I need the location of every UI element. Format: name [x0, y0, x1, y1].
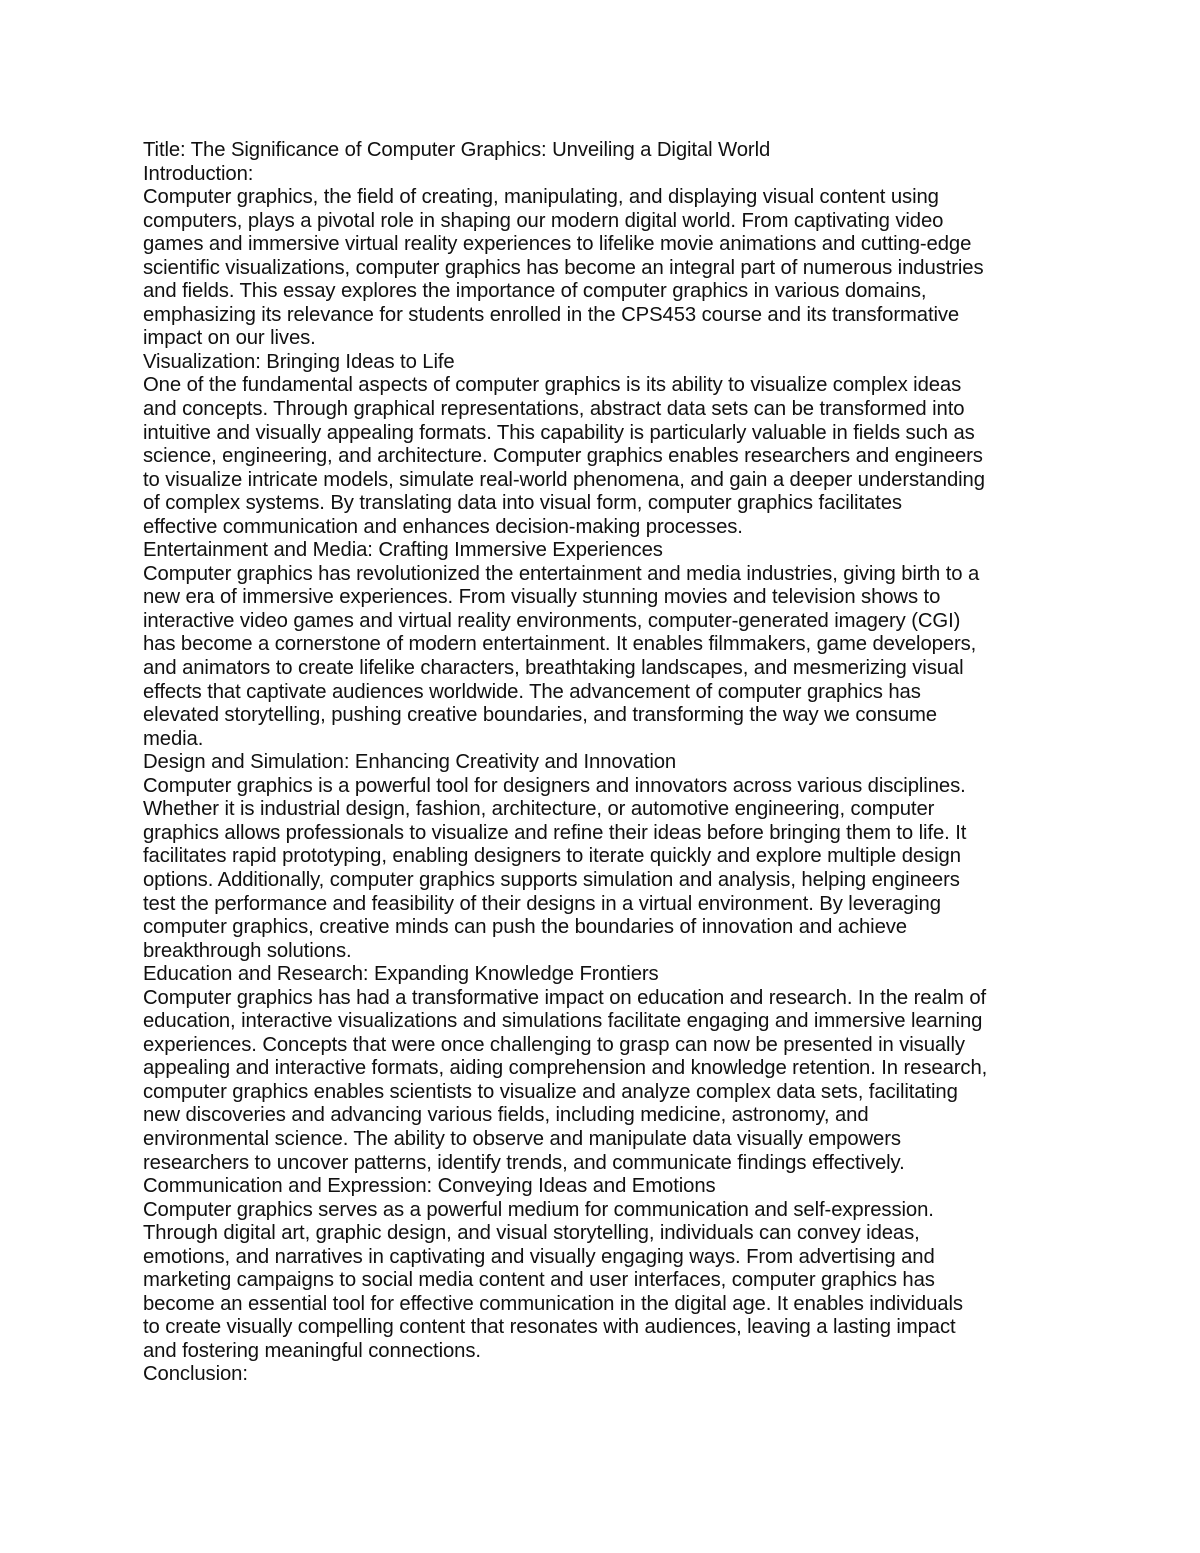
paragraph-line: Computer graphics serves as a powerful medium for communication and self-expression.	[143, 1198, 934, 1221]
section-heading: Design and Simulation: Enhancing Creativity and Innovation	[143, 751, 677, 774]
section-heading: Visualization: Bringing Ideas to Life	[143, 350, 455, 373]
section-heading: Conclusion:	[143, 1363, 248, 1386]
paragraph-line: One of the fundamental aspects of computer graphics is its ability to visualize complex ideas	[143, 374, 962, 397]
paragraph-line: new discoveries and advancing various fields, including medicine, astronomy, and	[143, 1104, 869, 1127]
paragraph-line: to visualize intricate models, simulate real-world phenomena, and gain a deeper understanding	[143, 468, 985, 491]
section-heading: Entertainment and Media: Crafting Immersive Experiences	[143, 539, 663, 562]
paragraph-line: marketing campaigns to social media content and user interfaces, computer graphics has	[143, 1269, 935, 1292]
paragraph-line: facilitates rapid prototyping, enabling designers to iterate quickly and explore multiple design	[143, 845, 961, 868]
paragraph-line: environmental science. The ability to observe and manipulate data visually empowers	[143, 1127, 901, 1150]
paragraph-line: emotions, and narratives in captivating and visually engaging ways. From advertising and	[143, 1245, 935, 1268]
paragraph-line: Computer graphics, the field of creating, manipulating, and displaying visual content using	[143, 186, 939, 209]
paragraph-line: computers, plays a pivotal role in shaping our modern digital world. From captivating video	[143, 209, 944, 232]
paragraph-line: Computer graphics is a powerful tool for designers and innovators across various disciplines.	[143, 774, 966, 797]
paragraph-line: impact on our lives.	[143, 327, 316, 350]
paragraph-line: of complex systems. By translating data into visual form, computer graphics facilitates	[143, 492, 902, 515]
paragraph-line: science, engineering, and architecture. Computer graphics enables researchers and engineers	[143, 445, 983, 468]
document-title: Title: The Significance of Computer Graphics: Unveiling a Digital World	[143, 139, 771, 161]
paragraph-line: education, interactive visualizations and simulations facilitate engaging and immersive learning	[143, 1010, 983, 1033]
paragraph-line: experiences. Concepts that were once challenging to grasp can now be presented in visually	[143, 1033, 965, 1056]
paragraph-line: computer graphics, creative minds can push the boundaries of innovation and achieve	[143, 916, 907, 939]
paragraph-line: has become a cornerstone of modern entertainment. It enables filmmakers, game developers,	[143, 633, 977, 656]
paragraph-line: options. Additionally, computer graphics supports simulation and analysis, helping engineers	[143, 868, 960, 891]
paragraph-line: breakthrough solutions.	[143, 939, 352, 962]
paragraph-line: intuitive and visually appealing formats. This capability is particularly valuable in fields such as	[143, 421, 975, 444]
paragraph-line: new era of immersive experiences. From visually stunning movies and television shows to	[143, 586, 941, 609]
paragraph-line: researchers to uncover patterns, identify trends, and communicate findings effectively.	[143, 1151, 905, 1174]
section-heading: Education and Research: Expanding Knowledge Frontiers	[143, 963, 659, 986]
paragraph-line: and animators to create lifelike characters, breathtaking landscapes, and mesmerizing visual	[143, 657, 964, 680]
paragraph-line: and concepts. Through graphical representations, abstract data sets can be transformed into	[143, 398, 965, 421]
paragraph-line: effects that captivate audiences worldwide. The advancement of computer graphics has	[143, 680, 921, 703]
paragraph-line: Through digital art, graphic design, and visual storytelling, individuals can convey ideas,	[143, 1222, 920, 1245]
paragraph-line: Computer graphics has revolutionized the entertainment and media industries, giving birth to a	[143, 562, 980, 585]
paragraph-line: media.	[143, 727, 204, 750]
paragraph-line: and fostering meaningful connections.	[143, 1339, 481, 1362]
paragraph-line: become an essential tool for effective communication in the digital age. It enables individuals	[143, 1292, 963, 1315]
paragraph-line: elevated storytelling, pushing creative boundaries, and transforming the way we consume	[143, 704, 937, 727]
paragraph-line: scientific visualizations, computer graphics has become an integral part of numerous industries	[143, 256, 984, 279]
paragraph-line: emphasizing its relevance for students enrolled in the CPS453 course and its transformative	[143, 303, 960, 326]
paragraph-line: and fields. This essay explores the importance of computer graphics in various domains,	[143, 280, 927, 303]
paragraph-line: interactive video games and virtual reality environments, computer-generated imagery (CGI)	[143, 609, 961, 632]
paragraph-line: graphics allows professionals to visualize and refine their ideas before bringing them to life. It	[143, 821, 967, 844]
document-body	[143, 139, 1068, 1387]
paragraph-line: games and immersive virtual reality experiences to lifelike movie animations and cutting-edge	[143, 233, 972, 256]
section-heading: Introduction:	[143, 162, 254, 185]
section-heading: Communication and Expression: Conveying Ideas and Emotions	[143, 1175, 716, 1198]
paragraph-line: test the performance and feasibility of their designs in a virtual environment. By leveraging	[143, 892, 941, 915]
paragraph-line: Whether it is industrial design, fashion, architecture, or automotive engineering, computer	[143, 798, 935, 821]
paragraph-line: appealing and interactive formats, aiding comprehension and knowledge retention. In research,	[143, 1057, 988, 1080]
paragraph-line: effective communication and enhances decision-making processes.	[143, 515, 743, 538]
paragraph-line: computer graphics enables scientists to visualize and analyze complex data sets, facilitating	[143, 1080, 958, 1103]
paragraph-line: to create visually compelling content that resonates with audiences, leaving a lasting impact	[143, 1316, 956, 1339]
paragraph-line: Computer graphics has had a transformative impact on education and research. In the realm of	[143, 986, 987, 1009]
